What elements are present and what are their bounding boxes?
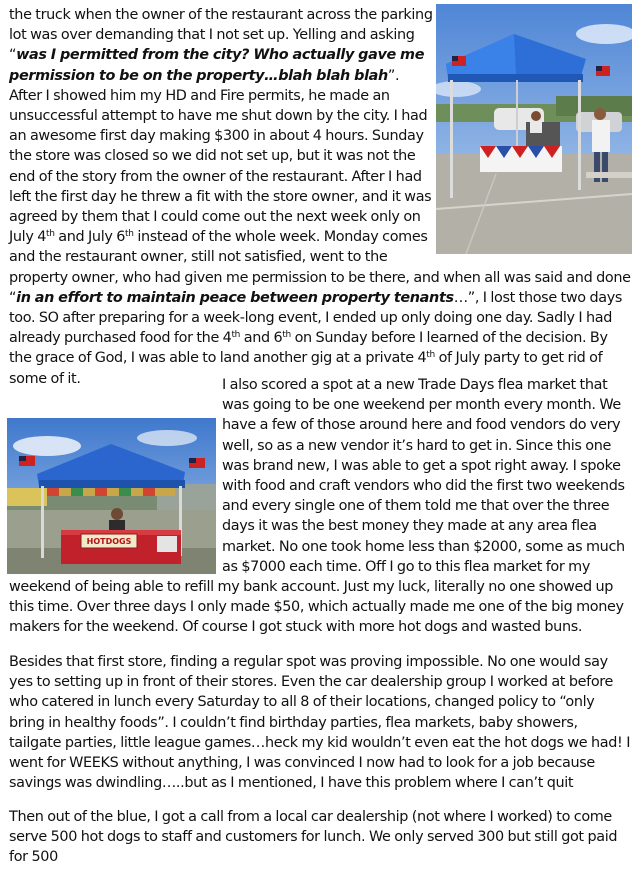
photo2-spacer	[7, 415, 218, 575]
paragraph-2	[9, 375, 631, 638]
p1-text-g: on Sunday before I learned of the decision. By the grace of God, I was able to land another gig at a private 4	[9, 330, 608, 367]
p1-quote-1: was I permitted from the city? Who actually gave me permission to be on the property…blah blah blah	[9, 47, 425, 84]
p1-sup-2: th	[125, 229, 134, 240]
p4-text: Then out of the blue, I got a call from a local car dealership (not where I worked) to come serve 500 hot dogs to staff and customers for lunch. We only served 300 but still got paid for 500	[9, 809, 618, 866]
p1-text-c: and July 6	[54, 229, 126, 246]
p2-text: I also scored a spot at a new Trade Days flea market that was going to be one weekend per month every month. We have a few of those around here and food vendors do very well, so as a new vendor it’s hard to get in. Since this one was brand new, I was able to get a spot right away. I spoke with food and craft vendors who did the first two weekends and every single one of them told me that over the three days it was the best money they made at any area flea market. No one took home less than $2000, some as much as $7000 each time. Off I go to this flea market for my weekend of being able to refill my bank account. Just my luck, literally no one showed up this time. Over three days I only made $50, which actually made me one of the big money makers for the weekend. Of course I got stuck with more hot dogs and wasted buns.	[9, 377, 625, 636]
p1-sup-3: th	[231, 330, 241, 341]
p1-text-h: of July party to get rid of some of it.	[9, 350, 603, 387]
p1-sup-1: th	[46, 229, 55, 240]
p1-text-a: the truck when the owner of the restaurant across the parking lot was over demanding that I not set up. Yelling and asking “	[9, 7, 433, 64]
paragraph-1	[9, 5, 631, 389]
p1-text-e: …”, I lost those two days too. SO after preparing for a week-long event, I ended up only doing one day. Sadly I had already purchased food for the 4	[9, 289, 623, 347]
p1-text-f: and 6	[240, 330, 283, 347]
paragraph-3	[9, 652, 631, 793]
photo1-spacer	[440, 1, 640, 255]
p1-sup-4: th	[282, 330, 291, 341]
paragraph-4	[9, 807, 631, 868]
hotdogs-sign-text: HOTDOGS	[86, 537, 132, 546]
p1-text-b: ”. After I showed him my HD and Fire permits, he made an unsuccessful attempt to have me shut down by the city. I had an awesome first day making $300 in about 4 hours. Sunday the store was closed so we did not set up, but it was not the end of the story from the owner of the restaurant. After I had left the first day he threw a fit with the store owner, and it was agreed by them that I could come out the next week only on July 4	[9, 67, 432, 246]
p1-sup-5: th	[426, 350, 435, 361]
p3-text: Besides that first store, finding a regular spot was proving impossible. No one would say yes to setting up in front of their stores. Even the car dealership group I worked at before who catered in lunch every Saturday to all 8 of their locations, changed policy to “only bring in healthy foods”. I couldn’t find birthday parties, flea markets, baby showers, tailgate parties, little league games…heck my kid wouldn’t even eat the hot dogs we had! I went for WEEKS without anything, I was convinced I now had to look for a job because savings was dwindling…..but as I mentioned, I have this problem where I can’t quit	[9, 654, 631, 792]
p1-text-d: instead of the whole week. Monday comes and the restaurant owner, still not satisfied, went to the property owner, who had given me permission to be there, and when all was said and done “	[9, 229, 631, 306]
p1-quote-2: in an effort to maintain peace between property tenants	[16, 289, 454, 306]
